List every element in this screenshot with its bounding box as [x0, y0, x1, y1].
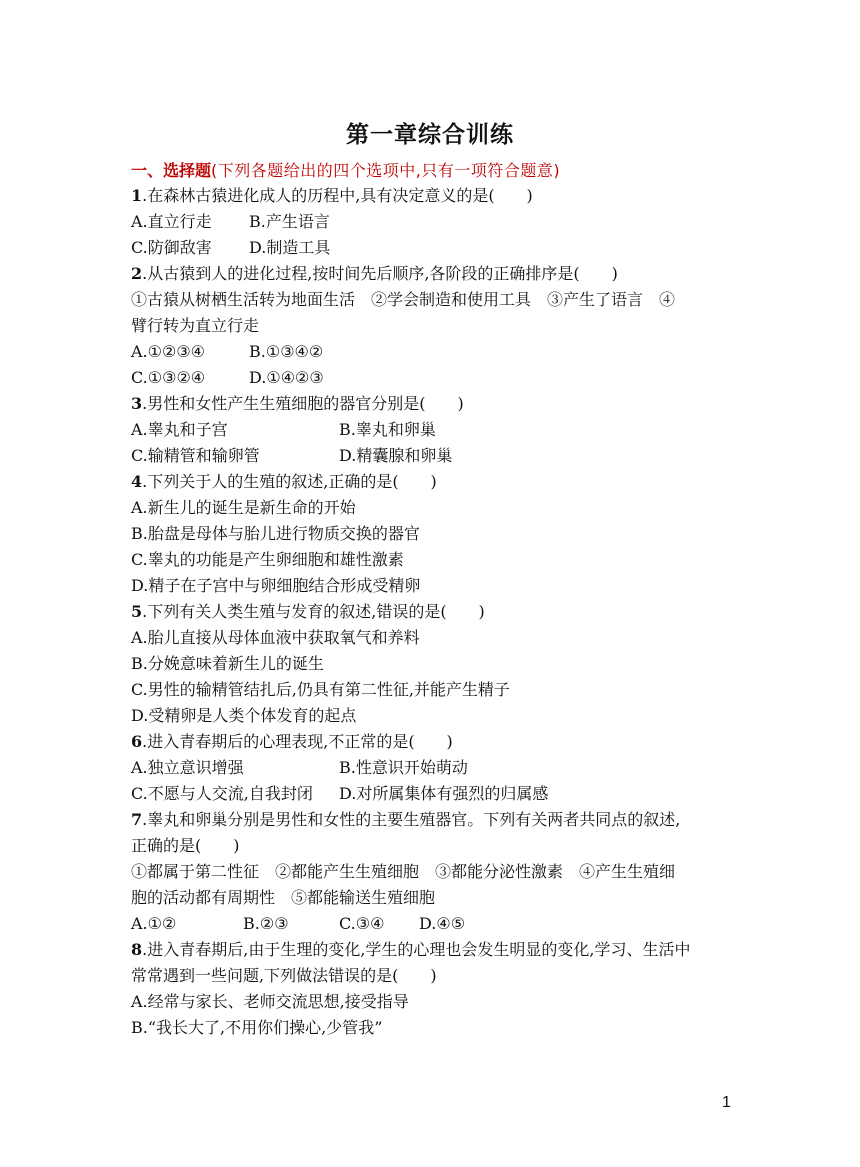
option[interactable]: C.睾丸的功能是产生卵细胞和雄性激素 [131, 550, 404, 569]
question-3-options-row1 [131, 417, 731, 443]
question-7-stem-line: 正确的是( ) [131, 836, 240, 855]
section-instruction: (下列各题给出的四个选项中,只有一项符合题意) [211, 161, 561, 180]
question-7-stem-line: ①都属于第二性征 ②都能产生生殖细胞 ③都能分泌性激素 ④产生生殖细 [131, 862, 676, 881]
option[interactable]: D.④⑤ [419, 914, 466, 933]
question-2-options-row2 [131, 365, 731, 391]
section-heading [131, 158, 560, 181]
question-2-stem: 2.从古猿到人的进化过程,按时间先后顺序,各阶段的正确排序是( ) [131, 264, 618, 283]
question-2-stem-line: 臂行转为直立行走 [131, 316, 260, 335]
option[interactable]: B.胎盘是母体与胎儿进行物质交换的器官 [131, 524, 420, 543]
question-4-stem: 4.下列关于人的生殖的叙述,正确的是( ) [131, 472, 437, 491]
question-2-options-row1 [131, 339, 731, 365]
section-label: 一、选择题 [131, 161, 212, 180]
question-2-stem-line: ①古猿从树栖生活转为地面生活 ②学会制造和使用工具 ③产生了语言 ④ [131, 290, 676, 309]
option[interactable]: C.防御敌害 [131, 238, 212, 257]
question-1-stem: 1.在森林古猿进化成人的历程中,具有决定意义的是( ) [131, 186, 533, 205]
question-1-options-row1 [131, 209, 731, 235]
question-7-options-row [131, 911, 731, 937]
option[interactable]: A.直立行走 [131, 212, 212, 231]
option[interactable]: B.分娩意味着新生儿的诞生 [131, 654, 324, 673]
question-list [131, 183, 731, 1041]
option[interactable]: D.对所属集体有强烈的归属感 [339, 784, 549, 803]
question-1-options-row2 [131, 235, 731, 261]
question-6-options-row2 [131, 781, 731, 807]
option[interactable]: D.受精卵是人类个体发育的起点 [131, 706, 357, 725]
option[interactable]: B.睾丸和卵巢 [339, 420, 436, 439]
option[interactable]: C.③④ [339, 914, 385, 933]
question-7-stem: 7.睾丸和卵巢分别是男性和女性的主要生殖器官。下列有关两者共同点的叙述, [131, 810, 681, 829]
question-3-options-row2 [131, 443, 731, 469]
option[interactable]: A.①②③④ [131, 342, 206, 361]
question-3-stem: 3.男性和女性产生生殖细胞的器官分别是( ) [131, 394, 464, 413]
option[interactable]: D.制造工具 [249, 238, 331, 257]
question-5-stem: 5.下列有关人类生殖与发育的叙述,错误的是( ) [131, 602, 485, 621]
option[interactable]: A.睾丸和子宫 [131, 420, 228, 439]
option[interactable]: C.不愿与人交流,自我封闭 [131, 784, 313, 803]
question-7-stem-line: 胞的活动都有周期性 ⑤都能输送生殖细胞 [131, 888, 436, 907]
question-6-options-row1 [131, 755, 731, 781]
option[interactable]: A.胎儿直接从母体血液中获取氧气和养料 [131, 628, 420, 647]
option[interactable]: B.②③ [243, 914, 289, 933]
option[interactable]: C.输精管和输卵管 [131, 446, 260, 465]
question-6-stem: 6.进入青春期后的心理表现,不正常的是( ) [131, 732, 453, 751]
question-8-stem: 8.进入青春期后,由于生理的变化,学生的心理也会发生明显的变化,学习、生活中 [131, 940, 691, 959]
option[interactable]: A.独立意识增强 [131, 758, 244, 777]
option[interactable]: B.产生语言 [249, 212, 330, 231]
option[interactable]: B.“我长大了,不用你们操心,少管我” [131, 1018, 383, 1037]
question-8-stem-line: 常常遇到一些问题,下列做法错误的是( ) [131, 966, 437, 985]
option[interactable]: A.①② [131, 914, 177, 933]
option[interactable]: C.男性的输精管结扎后,仍具有第二性征,并能产生精子 [131, 680, 510, 699]
option[interactable]: A.新生儿的诞生是新生命的开始 [131, 498, 356, 517]
option[interactable]: D.精囊腺和卵巢 [339, 446, 453, 465]
page-title: 第一章综合训练 [346, 122, 514, 148]
page-number: 1 [722, 1094, 731, 1111]
option[interactable]: B.性意识开始萌动 [339, 758, 468, 777]
option[interactable]: B.①③④② [249, 342, 324, 361]
option[interactable]: C.①③②④ [131, 368, 206, 387]
option[interactable]: D.①④②③ [249, 368, 324, 387]
option[interactable]: D.精子在子宫中与卵细胞结合形成受精卵 [131, 576, 421, 595]
option[interactable]: A.经常与家长、老师交流思想,接受指导 [131, 992, 409, 1011]
